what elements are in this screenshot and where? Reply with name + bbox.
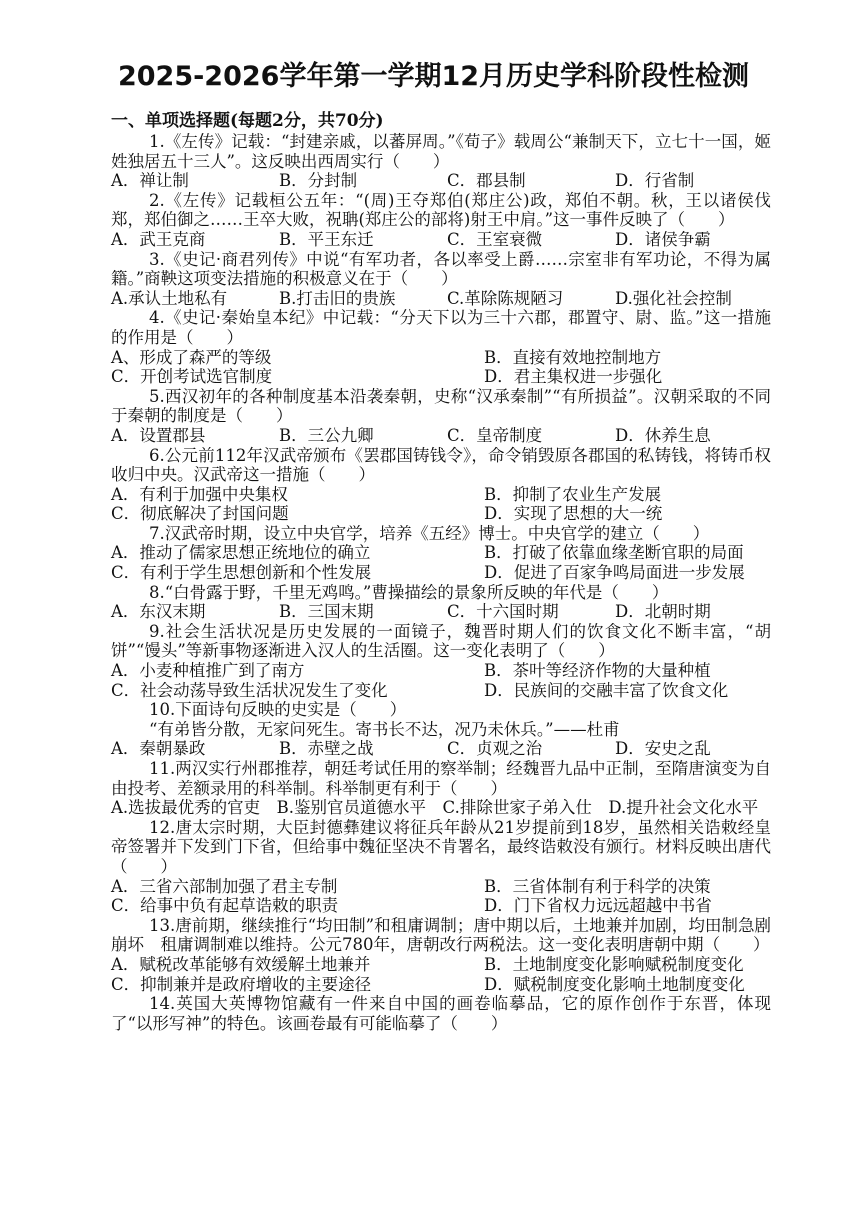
question-2 (111, 191, 771, 250)
question-9 (111, 622, 771, 700)
question-stem: 2.《左传》记载桓公五年：“(周)王夺郑伯(郑庄公)政，郑伯不朝。秋，王以诸侯伐郑，郑伯御之……王卒大败，祝聃(郑庄公的部将)射王中肩。”这一事件反映了（ ） (111, 190, 771, 230)
section-heading: 一、单项选择题(每题2分，共70分) (111, 111, 384, 131)
options-row (111, 504, 771, 524)
option-d: D．诸侯争霸 (615, 229, 711, 249)
options-row (111, 171, 771, 191)
question-stem: 4.《史记·秦始皇本纪》中记载：“分天下以为三十六郡，郡置守、尉、监。”这一措施的作用是（ ） (111, 308, 771, 347)
option-a: A.承认土地私有 (111, 288, 228, 308)
question-3 (111, 250, 771, 309)
question-1 (111, 132, 771, 191)
option-d: D.强化社会控制 (615, 288, 732, 308)
option-b: B．分封制 (279, 171, 358, 191)
option-d: D．休养生息 (615, 425, 711, 445)
question-stem: 12.唐太宗时期，大臣封德彝建议将征兵年龄从21岁提前到18岁，虽然相关诰敕经皇帝签署并下发到门下省，但给事中魏征坚决不肯署名，最终诰敕没有颁行。材料反映出唐代（ ） (111, 817, 771, 876)
option-b: B.鉴别官员道德水平 (276, 798, 427, 818)
question-11 (111, 759, 771, 818)
question-stem: 8.“白骨露于野，千里无鸡鸣。”曹操描绘的景象所反映的年代是（ ） (149, 582, 669, 602)
option-c: C．给事中负有起草诰敕的职责 (111, 896, 339, 916)
option-d: D．赋税制度变化影响土地制度变化 (484, 974, 745, 994)
option-c: C．十六国时期 (447, 602, 559, 622)
question-5 (111, 387, 771, 446)
option-b: B．三省体制有利于科学的决策 (484, 876, 711, 896)
option-a: A．赋税改革能够有效缓解土地兼并 (111, 954, 371, 974)
option-c: C．皇帝制度 (447, 425, 543, 445)
option-d: D．民族间的交融丰富了饮食文化 (484, 680, 729, 700)
option-c: C．开创考试选官制度 (111, 367, 273, 387)
question-8 (111, 583, 771, 622)
question-13 (111, 916, 771, 994)
question-4 (111, 308, 771, 386)
option-a: A．小麦种植推广到了南方 (111, 661, 305, 681)
options-row (111, 485, 771, 505)
option-b: B．直接有效地控制地方 (484, 347, 662, 367)
option-b: B．三国末期 (279, 602, 374, 622)
options-row (111, 877, 771, 897)
question-stem: 14.英国大英博物馆藏有一件来自中国的画卷临摹品，它的原作创作于东晋，体现了“以形写神”的特色。该画卷最有可能临摹了（ ） (111, 994, 771, 1033)
option-b: B．茶叶等经济作物的大量种植 (484, 661, 711, 681)
options-row (111, 681, 771, 701)
option-a: A．禅让制 (111, 171, 189, 191)
options-row (111, 230, 771, 250)
question-stem: 11.两汉实行州郡推荐，朝廷考试任用的察举制；经魏晋九品中正制，至隋唐演变为自由投考、差额录用的科举制。科举制更有利于（ ） (111, 759, 771, 798)
options-row (111, 426, 771, 446)
question-stem: 7.汉武帝时期，设立中央官学，培养《五经》博士。中央官学的建立（ ） (149, 523, 710, 543)
option-d: D．促进了百家争鸣局面进一步发展 (484, 563, 745, 583)
option-a: A．有利于加强中央集权 (111, 484, 288, 504)
option-c: C．彻底解决了封国问题 (111, 504, 289, 524)
option-d: D．行省制 (615, 171, 695, 191)
question-7 (111, 524, 771, 583)
option-a: A．三省六部制加强了君主专制 (111, 876, 338, 896)
options-row (111, 543, 771, 563)
options-row (111, 798, 771, 818)
question-list (111, 132, 771, 1033)
option-a: A．推动了儒家思想正统地位的确立 (111, 543, 371, 563)
options-row (111, 348, 771, 368)
question-6 (111, 446, 771, 524)
option-b: B．抑制了农业生产发展 (484, 484, 662, 504)
option-c: C.革除陈规陋习 (447, 288, 564, 308)
options-row (111, 367, 771, 387)
option-d: D．安史之乱 (615, 739, 711, 759)
option-a: A．设置郡县 (111, 425, 206, 445)
poem-quote: “有弟皆分散，无家问死生。寄书长不达，况乃未休兵。”——杜甫 (149, 719, 620, 739)
question-stem: 6.公元前112年汉武帝颁布《罢郡国铸钱令》，命令销毁原各郡国的私铸钱，将铸币权收归中央。汉武帝这一措施（ ） (111, 445, 771, 485)
option-c: C．有利于学生思想创新和个性发展 (111, 563, 372, 583)
question-stem: 13.唐前期，继续推行“均田制”和租庸调制；唐中期以后，土地兼并加剧，均田制急剧崩坏 租庸调制难以维持。公元780年，唐朝改行两税法。这一变化表明唐朝中期（ ） (111, 915, 771, 955)
question-10 (111, 700, 771, 759)
question-14 (111, 994, 771, 1033)
option-d: D．北朝时期 (615, 602, 711, 622)
option-d: D．君主集权进一步强化 (484, 367, 663, 387)
option-b: B．土地制度变化影响赋税制度变化 (484, 954, 744, 974)
options-row (111, 739, 771, 759)
exam-title: 2025-2026学年第一学期12月历史学科阶段性检测 (117, 61, 750, 92)
option-d: D．实现了思想的大一统 (484, 504, 663, 524)
options-row (111, 661, 771, 681)
option-a: A.选拔最优秀的官吏 (111, 798, 261, 818)
option-a: A．秦朝暴政 (111, 739, 206, 759)
question-stem: 9.社会生活状况是历史发展的一面镜子，魏晋时期人们的饮食文化不断丰富，“胡饼”“馒头”等新事物逐渐进入汉人的生活圈。这一变化表明了（ ） (111, 621, 771, 661)
question-stem: 5.西汉初年的各种制度基本沿袭秦朝，史称“汉承秦制”“有所损益”。汉朝采取的不同于秦朝的制度是（ ） (111, 386, 771, 426)
option-b: B.打击旧的贵族 (279, 288, 396, 308)
options-row (111, 602, 771, 622)
option-c: C．社会动荡导致生活状况发生了变化 (111, 680, 388, 700)
option-b: B．赤壁之战 (279, 739, 374, 759)
option-b: B．三公九卿 (279, 425, 374, 445)
option-b: B．平王东迁 (279, 229, 374, 249)
option-a: A．武王克商 (111, 229, 206, 249)
option-c: C．抑制兼并是政府增收的主要途径 (111, 974, 372, 994)
options-row (111, 563, 771, 583)
options-row (111, 896, 771, 916)
options-row (111, 975, 771, 995)
option-d: D.提升社会文化水平 (608, 798, 759, 818)
question-stem: 3.《史记·商君列传》中说“有军功者，各以率受上爵……宗室非有军功论，不得为属籍。”商鞅这项变法措施的积极意义在于（ ） (111, 249, 771, 289)
options-row (111, 289, 771, 309)
option-b: B．打破了依靠血缘垄断官职的局面 (484, 543, 744, 563)
options-row (111, 955, 771, 975)
option-c: C．郡县制 (447, 171, 526, 191)
option-c: C.排除世家子弟入仕 (442, 798, 592, 818)
question-stem: 1.《左传》记载：“封建亲戚，以蕃屏周。”《荀子》载周公“兼制天下，立七十一国，姬姓独居五十三人”。这反映出西周实行（ ） (111, 132, 771, 171)
question-stem: 10.下面诗句反映的史实是（ ） (149, 700, 407, 720)
option-c: C．王室衰微 (447, 229, 543, 249)
option-c: C．贞观之治 (447, 739, 543, 759)
option-d: D．门下省权力远远超越中书省 (484, 896, 712, 916)
option-a: A、形成了森严的等级 (111, 347, 272, 367)
option-a: A．东汉末期 (111, 602, 206, 622)
question-12 (111, 818, 771, 916)
